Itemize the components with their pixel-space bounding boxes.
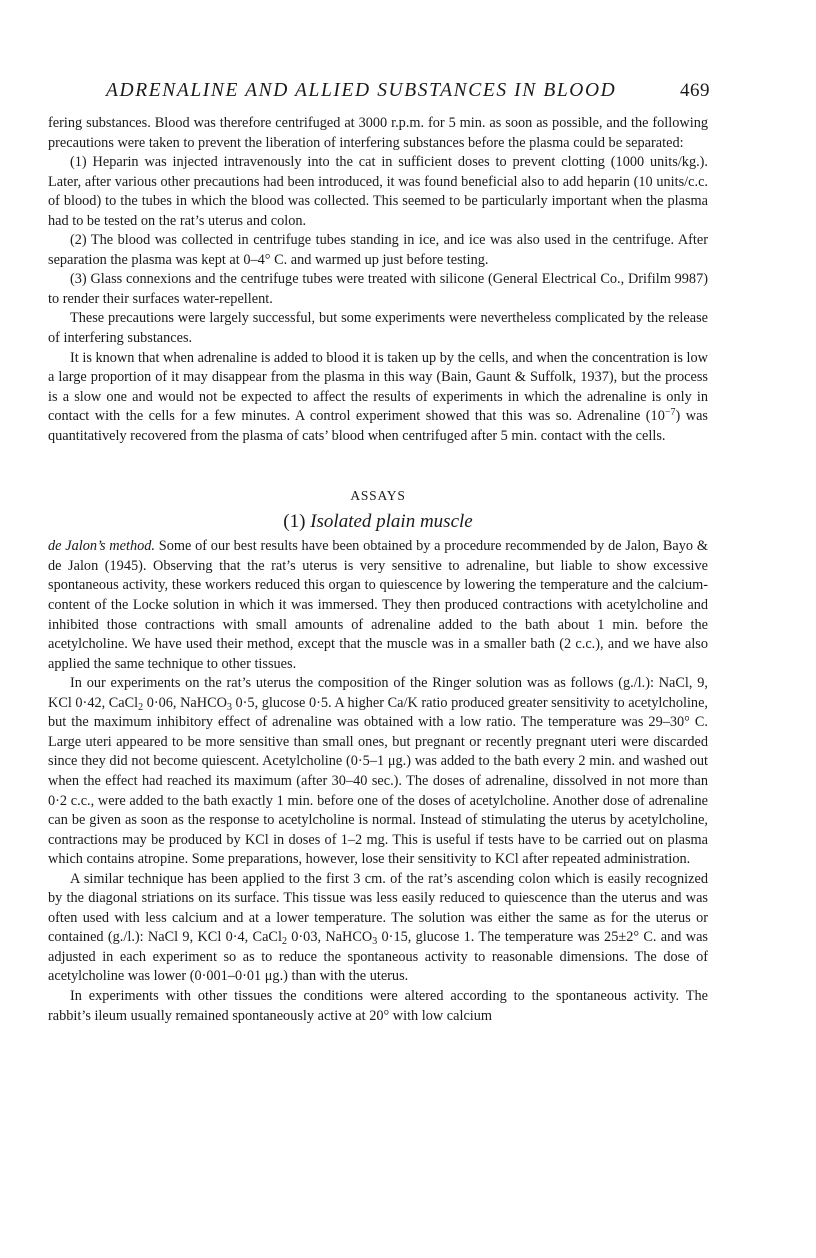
- text-run: It is known that when adrenaline is added to blood it is taken up by the cells, and when the concentration is low a large proportion of it may disappear from the plasma in this way (Bain, Gaunt & Suffolk, 1937), but the process is a slow one and would not be expected to affect the results of experiments in which the adrenaline is only in contact with the cells for a few minutes. A control experiment showed that this was so. Adrenaline (10: [48, 349, 708, 425]
- paragraph-lead-in: de Jalon’s method.: [48, 538, 155, 555]
- subsection-number: (1): [283, 510, 306, 532]
- text-run: 0·5, glucose 0·5. A higher Ca/K ratio produced greater sensitivity to acetylcholine, but the maximum inhibitory effect of adrenaline was obtained with a low ratio. The temperature was 29–30° C. Large uteri appeared to be more sensitive than small ones, but pregnant or recently pregnant uteri were discarded since they did not become quiescent. Acetylcholine (0·5–1 μg.) was added to the bath every 2 min. and washed out when the effect had reached its maximum (after 30–40 sec.). The doses of adrenaline, dissolved in not more than 0·2 c.c., were added to the bath exactly 1 min. before one of the doses of acetylcholine. Another dose of adrenaline can be given as soon as the response to acetylcholine is normal. Instead of stimulating the uterus by acetylcholine, contractions may be produced by KCl in doses of 1–2 mg. This is useful if tests have to be carried out on plasma which contains atropine. Some preparations, however, lose their sensitivity to KCl after repeated administration.: [48, 694, 708, 868]
- paragraph-continued: fering substances. Blood was therefore centrifuged at 3000 r.p.m. for 5 min. as soon as possible, and the following precautions were taken to prevent the liberation of interfering substances before the plasma could be separated:: [48, 115, 708, 151]
- subscript: 2: [281, 936, 287, 948]
- paragraph-de-jalon-method: [48, 537, 708, 674]
- article-body: [48, 114, 708, 1026]
- paragraph-adrenaline-uptake: [48, 349, 708, 447]
- subsection-heading: [48, 512, 708, 532]
- text-run: Some of our best results have been obtained by a procedure recommended by de Jalon, Bayo & de Jalon (1945). Observing that the rat’s uterus is very sensitive to adrenaline, but liable to show excessive spontaneous activity, these workers reduced this organ to quiescence by lowering the temperature and the calcium-content of the Locke solution in which it was immersed. They then produced contractions with acetylcholine and inhibited those contractions with small amounts of adrenaline added to the bath about 1 min. before the acetylcholine. We have used their method, except that the muscle was in a smaller bath (2 c.c.), and we have also applied the same technique to other tissues.: [48, 538, 708, 672]
- precaution-heparin: (1) Heparin was injected intravenously into the cat in sufficient doses to prevent clotting (1000 units/kg.). Later, after various other precautions had been introduced, it was found beneficial also to add heparin (10 units/c.c. of blood) to the tubes in which the blood was collected. This seemed to be particularly important when the plasma had to be tested on the rat’s uterus and colon.: [48, 154, 708, 229]
- page-number: 469: [680, 80, 710, 101]
- text-run: A similar technique has been applied to the first 3 cm. of the rat’s ascending colon which is easily recognized by the diagonal striations on its surface. This tissue was less easily reduced to quiescence than the uterus and was often used with less calcium and at a lower temperature. The solution was either the same as for the uterus or contained (g./l.): NaCl 9, KCl 0·4, CaCl: [48, 870, 708, 946]
- subsection-title: Isolated plain muscle: [310, 510, 473, 532]
- precaution-silicone: (3) Glass connexions and the centrifuge tubes were treated with silicone (General Electrical Co., Drifilm 9987) to render their surfaces water-repellent.: [48, 271, 708, 307]
- text-run: ) was quantitatively recovered from the plasma of cats’ blood when centrifuged after 5 min. contact with the cells.: [48, 408, 708, 444]
- paragraph-other-tissues: In experiments with other tissues the conditions were altered according to the spontaneous activity. The rabbit’s ileum usually remained spontaneously active at 20° with low calcium: [48, 987, 708, 1024]
- paragraph-rat-uterus: [48, 674, 708, 869]
- paragraph-precautions-summary: These precautions were largely successful, but some experiments were nevertheless complicated by the release of interfering substances.: [48, 310, 708, 347]
- text-run: 0·15, glucose 1. The temperature was 25±2° C. and was adjusted in each experiment so as to reduce the spontaneous activity to reasonable dimensions. The dose of acetylcholine was lower (0·001–0·01 μg.) than with the uterus.: [48, 929, 708, 985]
- running-title: ADRENALINE AND ALLIED SUBSTANCES IN BLOOD: [106, 80, 617, 101]
- subscript: 3: [226, 701, 232, 713]
- text-run: In our experiments on the rat’s uterus the composition of the Ringer solution was as follows (g./l.): NaCl, 9, KCl 0·42, CaCl: [48, 675, 708, 711]
- page-header: [100, 80, 712, 104]
- text-run: 0·06, NaHCO: [143, 694, 227, 711]
- precaution-ice: (2) The blood was collected in centrifuge tubes standing in ice, and ice was also used in the centrifuge. After separation the plasma was kept at 0–4° C. and warmed up just before testing.: [48, 232, 708, 268]
- superscript-exponent: −7: [664, 407, 676, 419]
- text-run: 0·03, NaHCO: [286, 929, 373, 946]
- subscript: 3: [372, 936, 378, 948]
- section-heading-assays: ASSAYS: [350, 488, 406, 504]
- paragraph-rat-colon: [48, 870, 708, 987]
- subscript: 2: [138, 701, 144, 713]
